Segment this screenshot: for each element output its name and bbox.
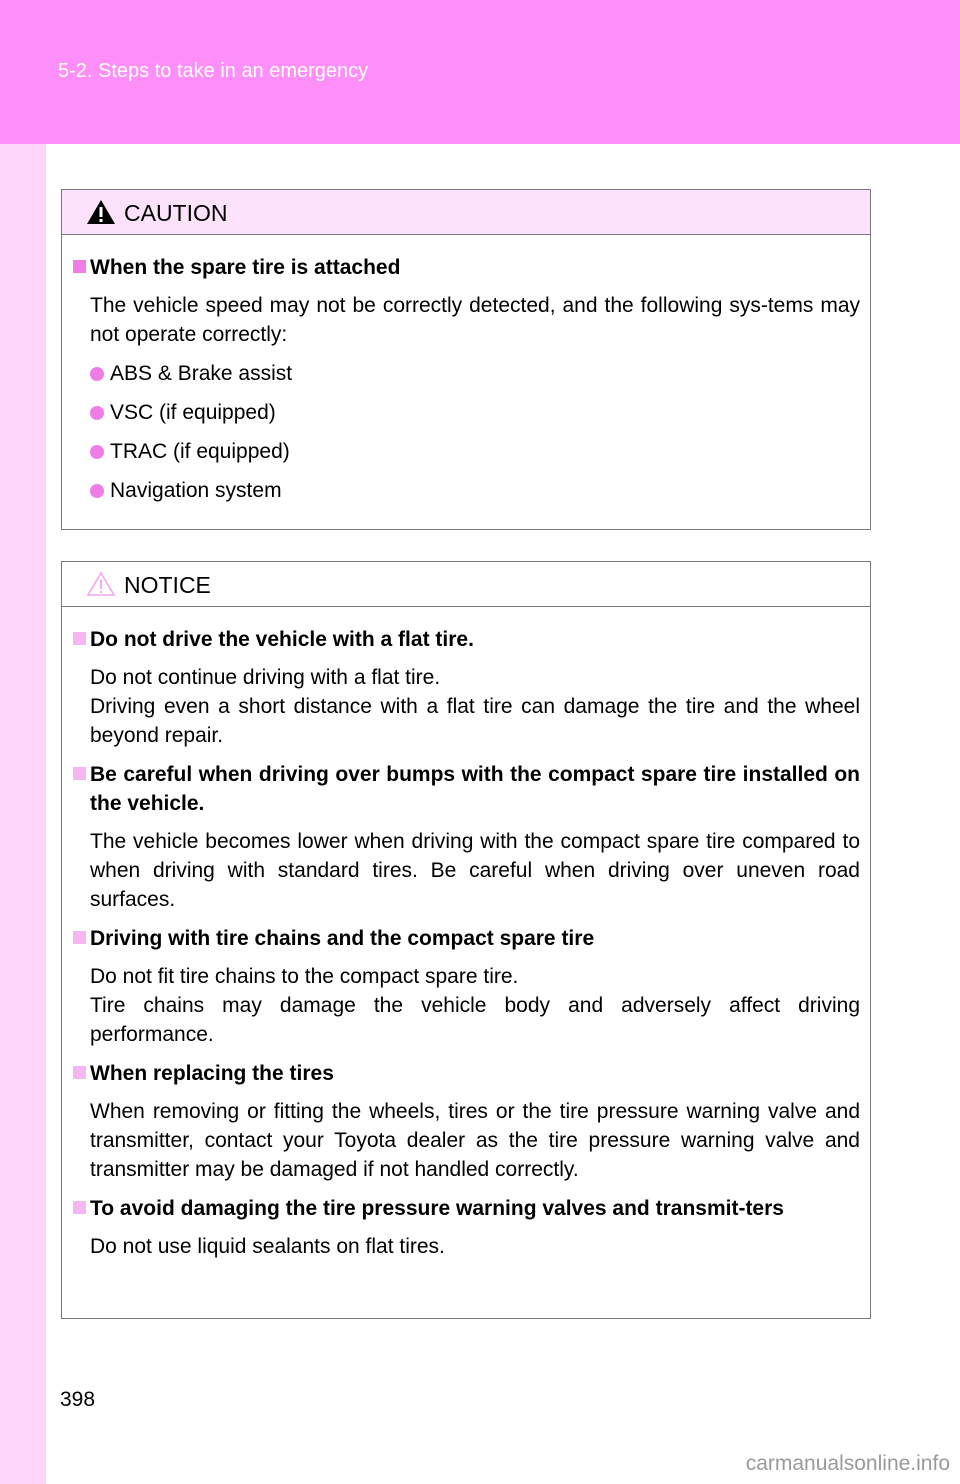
notice-heading: Be careful when driving over bumps with the compact spare tire installed on the vehicle. [80,760,860,818]
warning-triangle-outline-icon [86,571,116,597]
bullet-dot-icon [90,406,104,420]
notice-heading: When replacing the tires [80,1059,860,1088]
notice-heading: Driving with tire chains and the compact spare tire [80,924,860,953]
square-bullet-icon [73,931,86,944]
page-number: 398 [60,1388,96,1411]
notice-paragraph: Do not use liquid sealants on flat tires. [90,1235,445,1258]
notice-paragraph: When removing or fitting the wheels, tires or the tire pressure warning valve and transmitter, contact your Toyota dealer as the tire pressure warning valve and transmitter may be damaged if not handled correctly. [90,1100,860,1181]
watermark: carmanualsonline.info [745,1452,950,1475]
caution-title: CAUTION [124,200,228,226]
square-bullet-icon [73,1201,86,1214]
square-bullet-icon [73,632,86,645]
notice-heading: Do not drive the vehicle with a flat tire. [80,625,860,654]
list-item: TRAC (if equipped) [80,437,860,466]
caution-heading: When the spare tire is attached [80,253,860,282]
side-band [0,144,46,1484]
notice-paragraph: The vehicle becomes lower when driving with the compact spare tire compared to when driving with standard tires. Be careful when driving over uneven road surfaces. [90,830,860,911]
caution-header [62,190,870,235]
notice-header [62,562,870,607]
notice-title: NOTICE [124,572,211,598]
square-bullet-icon [73,767,86,780]
warning-triangle-icon [86,199,116,225]
bullet-dot-icon [90,445,104,459]
list-item: VSC (if equipped) [80,398,860,427]
notice-paragraph: Do not continue driving with a flat tire. Driving even a short distance with a flat tire can damage the tire and the wheel beyond repair. [90,666,860,747]
square-bullet-icon [73,260,86,273]
bullet-dot-icon [90,367,104,381]
bullet-dot-icon [90,484,104,498]
notice-box [61,561,871,1319]
notice-body [62,607,870,1289]
list-item: ABS & Brake assist [80,359,860,388]
caution-box [61,189,871,530]
caution-paragraph: The vehicle speed may not be correctly detected, and the following sys-tems may not operate correctly: [90,294,860,346]
notice-paragraph: Do not fit tire chains to the compact spare tire. Tire chains may damage the vehicle body and adversely affect driving performance. [90,965,860,1046]
list-item: Navigation system [80,476,860,505]
notice-heading: To avoid damaging the tire pressure warning valves and transmit-ters [80,1194,860,1223]
section-title: 5-2. Steps to take in an emergency [58,60,369,82]
caution-body [62,235,870,533]
square-bullet-icon [73,1066,86,1079]
